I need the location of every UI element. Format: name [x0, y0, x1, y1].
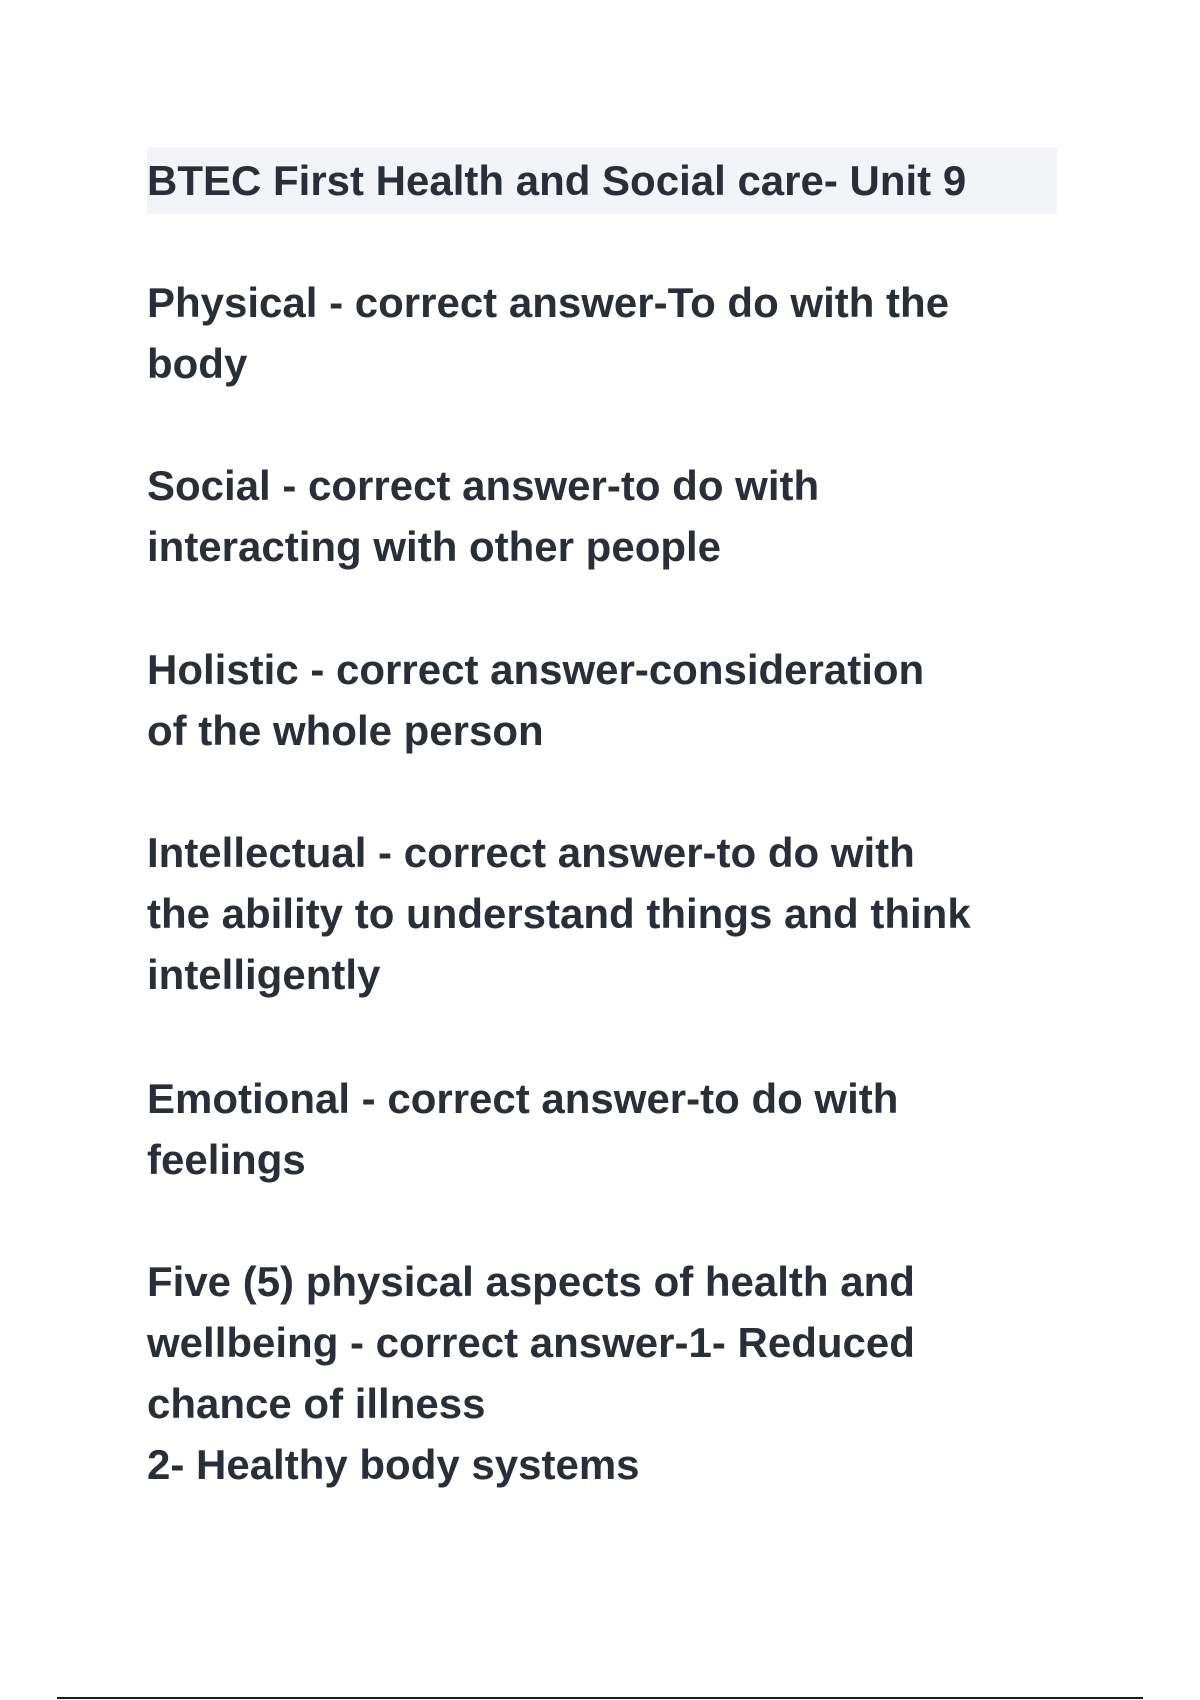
entry-physical	[147, 272, 1077, 394]
entry-line: Physical - correct answer-To do with the	[147, 279, 950, 326]
entry-line: body	[147, 340, 248, 387]
entry-intellectual	[147, 822, 1077, 1005]
entry-line: of the whole person	[147, 707, 544, 754]
document-title: BTEC First Health and Social care- Unit 9	[147, 147, 1057, 214]
entry-line: Holistic - correct answer-consideration	[147, 646, 925, 693]
entry-line: interacting with other people	[147, 523, 722, 570]
entry-line: Social - correct answer-to do with	[147, 462, 820, 509]
entry-physical-aspects	[147, 1251, 1077, 1495]
entry-line: 2- Healthy body systems	[147, 1441, 640, 1488]
entry-line: the ability to understand things and think	[147, 890, 971, 937]
entry-line: feelings	[147, 1136, 306, 1183]
entry-holistic	[147, 639, 1077, 761]
entry-line: Emotional - correct answer-to do with	[147, 1075, 899, 1122]
entry-line: wellbeing - correct answer-1- Reduced	[147, 1319, 915, 1366]
footer-rule	[57, 1697, 1143, 1699]
entry-line: chance of illness	[147, 1380, 486, 1427]
entry-social	[147, 455, 1077, 577]
entry-line: intelligently	[147, 951, 381, 998]
entry-emotional	[147, 1068, 1077, 1190]
entry-line: Intellectual - correct answer-to do with	[147, 829, 915, 876]
entry-line: Five (5) physical aspects of health and	[147, 1258, 915, 1305]
